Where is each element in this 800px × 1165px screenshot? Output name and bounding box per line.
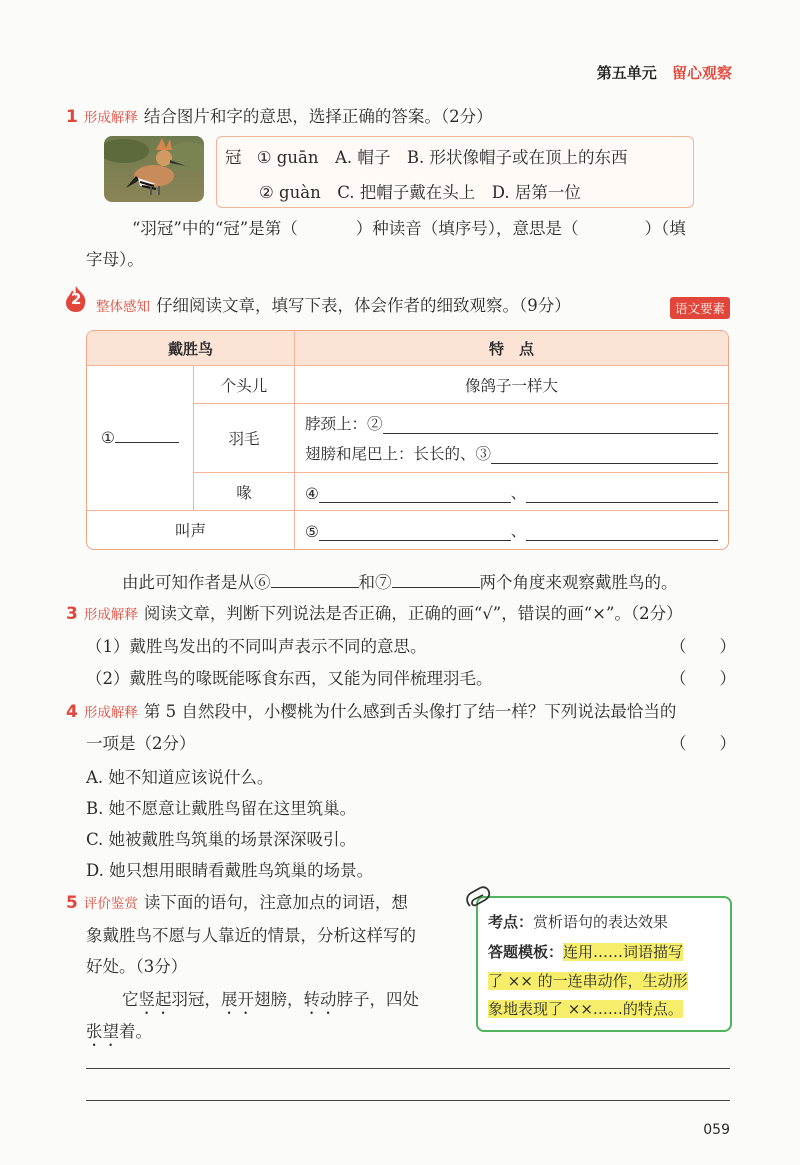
q4-option-a[interactable]: A. 她不知道应该说什么。 bbox=[86, 768, 274, 787]
page-number: 059 bbox=[703, 1122, 730, 1138]
q5-prompt-2: 象戴胜鸟不愿与人靠近的情景，分析这样写的 bbox=[86, 926, 416, 945]
blank-5a[interactable] bbox=[319, 540, 511, 541]
q4-option-c[interactable]: C. 她被戴胜鸟筑巢的场景深深吸引。 bbox=[86, 830, 357, 849]
answer-tip-box: 考点：赏析语句的表达效果 答题模板：连用……词语描写 了 ×× 的一连串动作，生动形 象地表现了 ××……的特点。 bbox=[476, 896, 732, 1032]
flame-icon bbox=[63, 285, 89, 313]
row-feather-value: 脖颈上：② 翅膀和尾巴上：长长的、③ bbox=[295, 404, 729, 472]
q2-prompt: 仔细阅读文章，填写下表，体会作者的细致观察。（9分） bbox=[156, 296, 571, 315]
dotted-word-4: 张望 bbox=[86, 1022, 119, 1041]
q1-option-guan1: ① guān A. 帽子 B. 形状像帽子或在顶上的东西 bbox=[256, 148, 628, 167]
row-call-value: ⑤ 、 bbox=[295, 511, 729, 549]
q5-quote: 它竖起羽冠，展开翅膀，转动脖子，四处 bbox=[122, 990, 419, 1009]
q2-number: 2 bbox=[71, 290, 82, 308]
q1-char: 冠 bbox=[225, 148, 242, 167]
q1-prompt: 结合图片和字的意思，选择正确的答案。（2分） bbox=[143, 107, 493, 126]
q1-question-line: “羽冠”中的“冠”是第（ ）种读音（填序号），意思是（ ）（填 bbox=[132, 219, 686, 238]
q3-statement-1: （1）戴胜鸟发出的不同叫声表示不同的意思。 bbox=[86, 637, 427, 656]
q1-heading bbox=[66, 103, 493, 127]
paperclip-icon bbox=[464, 886, 492, 912]
dotted-word-3: 转动 bbox=[303, 990, 337, 1009]
q1-number: 1 bbox=[66, 107, 78, 127]
blank-7[interactable] bbox=[392, 587, 480, 588]
q1-question-line-2: 字母）。 bbox=[86, 250, 144, 269]
page-header bbox=[597, 62, 732, 83]
q1-tag: 形成解释 bbox=[83, 110, 138, 126]
blank-5b[interactable] bbox=[526, 540, 718, 541]
q2-heading bbox=[92, 292, 571, 316]
q3-prompt: 阅读文章，判断下列说法是否正确，正确的画“√”，错误的画“×”。（2分） bbox=[143, 604, 683, 623]
q4-prompt-2: 一项是（2分） bbox=[86, 734, 196, 753]
q3-answer-paren-1[interactable]: （ ） bbox=[670, 637, 736, 656]
answer-line-2[interactable] bbox=[86, 1100, 730, 1101]
q3-heading: 3 形成解释 阅读文章，判断下列说法是否正确，正确的画“√”，错误的画“×”。（2分） bbox=[66, 604, 683, 624]
q4-answer-paren[interactable]: （ ） bbox=[670, 734, 736, 753]
row-size-label: 个头儿 bbox=[194, 366, 295, 404]
table-header-bird: 戴胜鸟 bbox=[87, 331, 295, 366]
q1-option-guan4: ② guàn C. 把帽子戴在头上 D. 居第一位 bbox=[259, 183, 581, 202]
unit-topic: 留心观察 bbox=[671, 64, 732, 82]
blank-2[interactable] bbox=[383, 433, 718, 434]
row-feather-label: 羽毛 bbox=[194, 404, 295, 472]
dotted-word-1: 竖起 bbox=[138, 990, 172, 1009]
q4-option-b[interactable]: B. 她不愿意让戴胜鸟留在这里筑巢。 bbox=[86, 799, 357, 818]
q4-prompt: 第 5 自然段中，小樱桃为什么感到舌头像打了结一样？下列说法最恰当的 bbox=[143, 702, 677, 721]
q4-heading: 4 形成解释 第 5 自然段中，小樱桃为什么感到舌头像打了结一样？下列说法最恰当的 bbox=[66, 702, 677, 722]
tip-template-label: 答题模板： bbox=[488, 943, 564, 961]
q2-tag: 整体感知 bbox=[96, 299, 150, 315]
answer-line-1[interactable] bbox=[86, 1068, 730, 1069]
blank-4b[interactable] bbox=[526, 502, 718, 503]
q3-statement-2: （2）戴胜鸟的喙既能啄食东西，又能为同伴梳理羽毛。 bbox=[86, 669, 493, 688]
tip-key-label: 考点： bbox=[488, 913, 534, 931]
unit-title: 第五单元 bbox=[596, 64, 657, 82]
tip-key-value: 赏析语句的表达效果 bbox=[533, 913, 669, 931]
blank-4a[interactable] bbox=[319, 502, 511, 503]
q1-options-box bbox=[216, 136, 694, 208]
row-size-value: 像鸽子一样大 bbox=[295, 366, 729, 404]
q5-prompt-3: 好处。（3分） bbox=[86, 957, 188, 976]
row-call-label: 叫声 bbox=[87, 511, 295, 549]
hoopoe-bird-photo bbox=[104, 136, 204, 202]
dotted-word-2: 展开 bbox=[221, 990, 254, 1009]
blank-6[interactable] bbox=[271, 587, 359, 588]
blank-1-cell[interactable]: ① bbox=[87, 366, 194, 511]
q5-quote-2: 张望着。 bbox=[86, 1022, 152, 1041]
q2-summary: 由此可知作者是从⑥ 和⑦ 两个角度来观察戴胜鸟的。 bbox=[122, 573, 678, 592]
hoopoe-feature-table bbox=[86, 330, 729, 550]
q5-prompt: 读下面的语句，注意加点的词语，想 bbox=[143, 893, 408, 912]
blank-3[interactable] bbox=[491, 463, 718, 464]
q5-heading: 5 评价鉴赏 读下面的语句，注意加点的词语，想 bbox=[66, 893, 408, 913]
q3-answer-paren-2[interactable]: （ ） bbox=[670, 669, 736, 688]
row-beak-label: 喙 bbox=[194, 472, 295, 510]
q4-option-d[interactable]: D. 她只想用眼睛看戴胜鸟筑巢的场景。 bbox=[86, 861, 374, 880]
table-header-features: 特 点 bbox=[295, 331, 729, 366]
chinese-element-badge: 语文要素 bbox=[670, 297, 730, 319]
row-beak-value: ④ 、 bbox=[295, 472, 729, 510]
